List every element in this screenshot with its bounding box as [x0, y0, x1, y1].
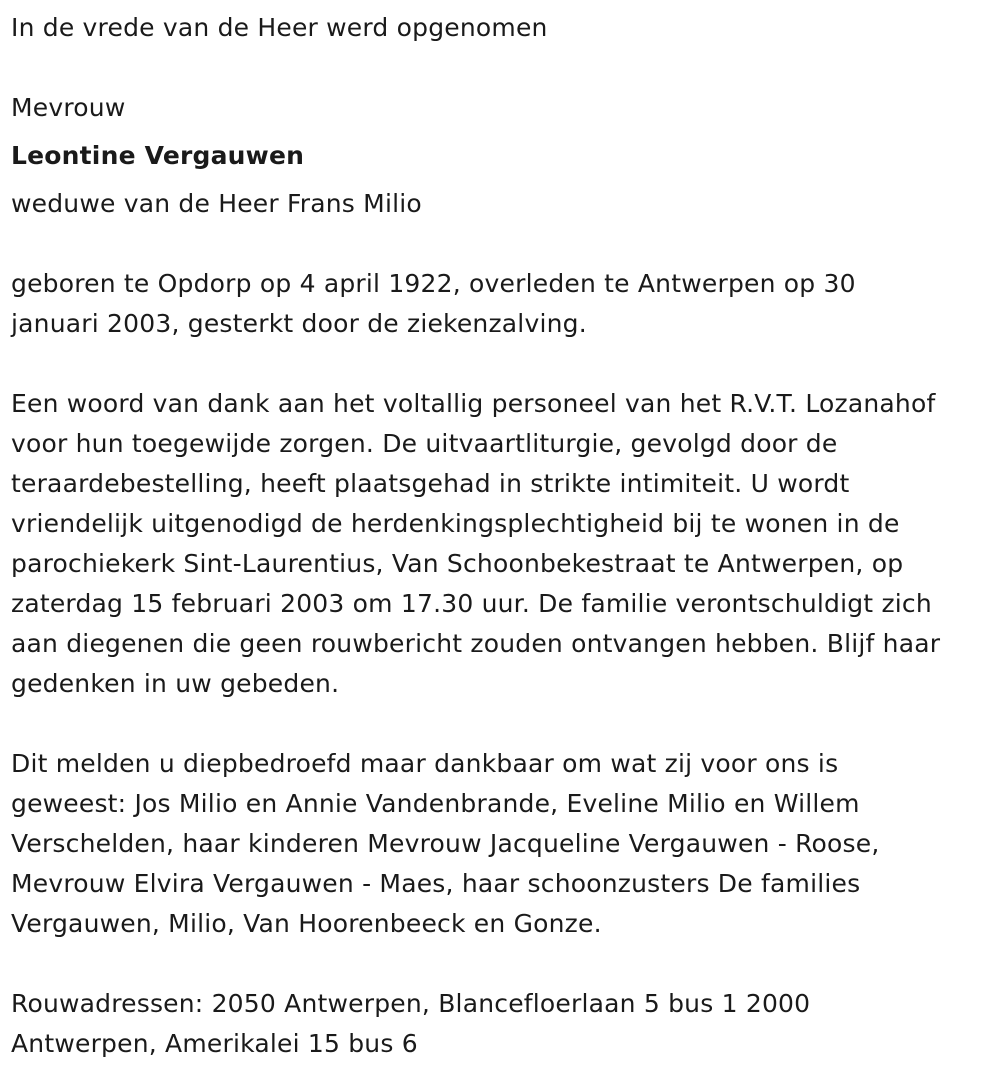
- intro-line: In de vrede van de Heer werd opgenomen: [11, 13, 548, 42]
- deceased-name: Leontine Vergauwen: [11, 141, 305, 170]
- paragraph-line: Een woord van dank aan het voltallig personeel van het R.V.T. Lozanahof: [11, 389, 936, 418]
- family-paragraph: [11, 744, 993, 944]
- paragraph-line: Verschelden, haar kinderen Mevrouw Jacqueline Vergauwen - Roose,: [11, 829, 880, 858]
- paragraph-line: Antwerpen, Amerikalei 15 bus 6: [11, 1029, 418, 1058]
- paragraph-line: parochiekerk Sint-Laurentius, Van Schoonbekestraat te Antwerpen, op: [11, 549, 904, 578]
- paragraph-line: teraardebestelling, heeft plaatsgehad in strikte intimiteit. U wordt: [11, 469, 850, 498]
- addresses-paragraph: [11, 984, 993, 1064]
- paragraph-line: zaterdag 15 februari 2003 om 17.30 uur. De familie verontschuldigt zich: [11, 589, 932, 618]
- birth-death-paragraph: [11, 264, 993, 344]
- obituary-document: [11, 8, 993, 1064]
- paragraph-line: voor hun toegewijde zorgen. De uitvaartliturgie, gevolgd door de: [11, 429, 838, 458]
- paragraph-line: geboren te Opdorp op 4 april 1922, overleden te Antwerpen op 30: [11, 269, 856, 298]
- paragraph-line: geweest: Jos Milio en Annie Vandenbrande, Eveline Milio en Willem: [11, 789, 860, 818]
- thanks-paragraph: [11, 384, 993, 704]
- paragraph-line: vriendelijk uitgenodigd de herdenkingsplechtigheid bij te wonen in de: [11, 509, 900, 538]
- salutation: Mevrouw: [11, 93, 126, 122]
- paragraph-line: Dit melden u diepbedroefd maar dankbaar om wat zij voor ons is: [11, 749, 839, 778]
- paragraph-line: Mevrouw Elvira Vergauwen - Maes, haar schoonzusters De families: [11, 869, 861, 898]
- paragraph-line: Rouwadressen: 2050 Antwerpen, Blancefloerlaan 5 bus 1 2000: [11, 989, 811, 1018]
- paragraph-line: Vergauwen, Milio, Van Hoorenbeeck en Gonze.: [11, 909, 602, 938]
- paragraph-line: gedenken in uw gebeden.: [11, 669, 340, 698]
- widow-line: weduwe van de Heer Frans Milio: [11, 189, 422, 218]
- paragraph-line: aan diegenen die geen rouwbericht zouden ontvangen hebben. Blijf haar: [11, 629, 941, 658]
- paragraph-line: januari 2003, gesterkt door de ziekenzalving.: [11, 309, 587, 338]
